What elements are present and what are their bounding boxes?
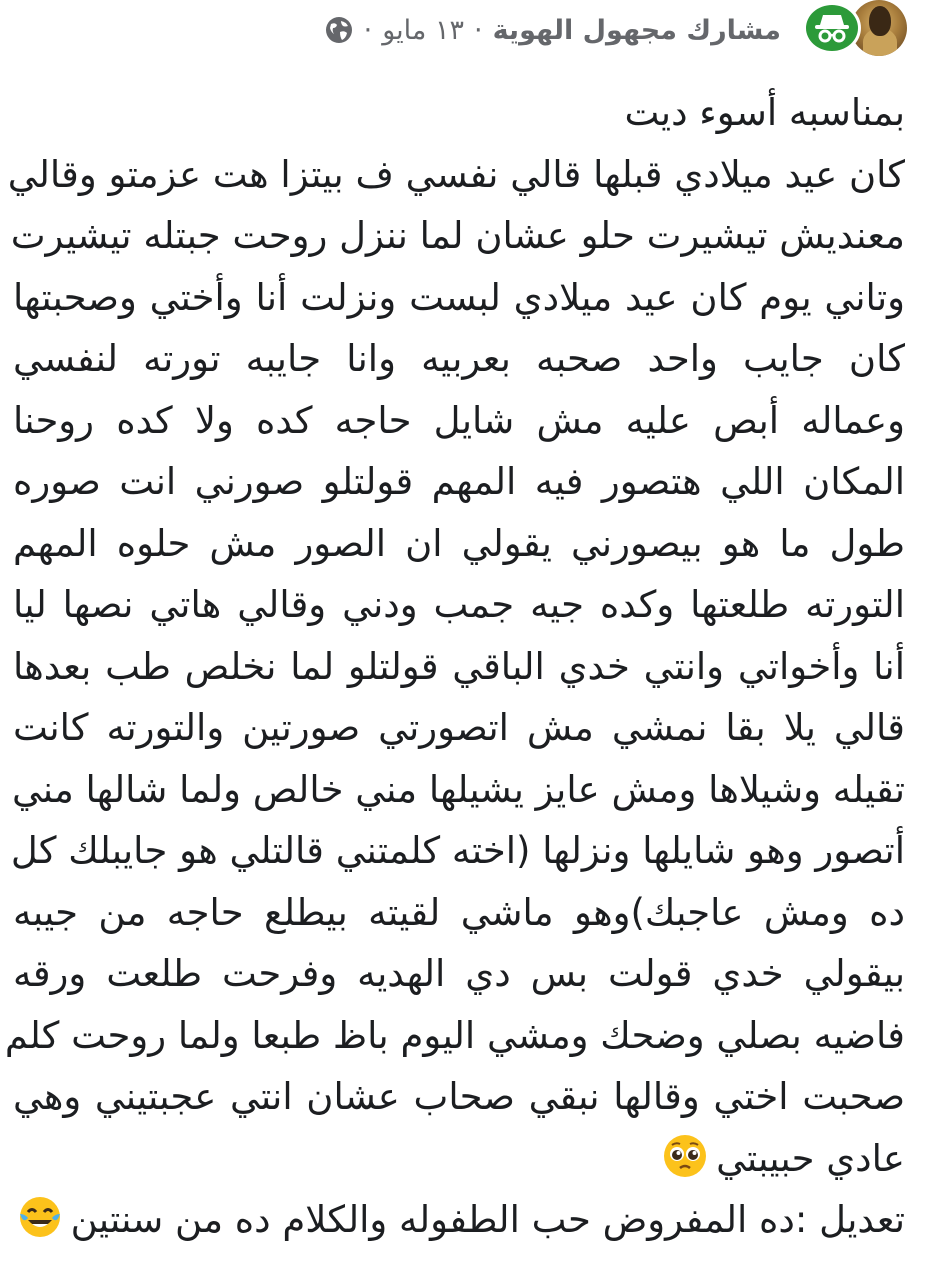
post-line: فاضيه بصلي وضحك ومشي اليوم باظ طبعا ولما روحت كلم: [4, 1013, 905, 1057]
meta-separator: ·: [473, 14, 483, 46]
post-line: كان جايب واحد صحبه بعربيه وانا جايبه تورته لنفسي: [13, 337, 905, 380]
post-line-with-emoji: [13, 1189, 905, 1251]
tears-of-joy-emoji: [17, 1194, 63, 1240]
post-line: ده ومش عاجبك)وهو ماشي لقيته بيطلع حاجه من جيبه: [13, 890, 905, 934]
globe-icon[interactable]: [324, 15, 354, 45]
post-date[interactable]: ١٣ مايو: [382, 14, 464, 46]
post-line: كان عيد ميلادي قبلها قالي نفسي ف بيتزا هت عزمتو وقالي: [7, 152, 905, 196]
author-avatar-group[interactable]: [799, 0, 907, 56]
post-line: وتاني يوم كان عيد ميلادي لبست ونزلت أنا وأختي وصحبتها: [13, 275, 905, 319]
anonymous-participant-icon[interactable]: [803, 2, 861, 54]
post-line: عادي حبيبتي: [716, 1136, 905, 1180]
post-line: أنا وأخواتي وانتي خدي الباقي قولتلو لما نخلص طب بعدها: [13, 644, 905, 688]
post-body: [4, 82, 905, 1251]
post-line: التورته طلعتها وكده جيه جمب ودني وقالي هاتي نصها ليا: [13, 583, 905, 626]
post-line: تعديل :ده المفروض حب الطفوله والكلام ده من سنتين: [70, 1198, 905, 1241]
post-line: المكان اللي هتصور فيه المهم قولتلو صورني انت صوره: [13, 460, 905, 503]
post-line: أتصور وهو شايلها ونزلها (اخته كلمتني قالتلي هو جايبلك كل: [10, 829, 905, 872]
post-line: صحبت اختي وقالها نبقي صحاب عشان انتي عجبتيني وهي: [13, 1075, 905, 1118]
post-line: قالي يلا بقا نمشي مش اتصورتي صورتين والتورته كانت: [13, 706, 905, 749]
post-line-with-emoji: [13, 1128, 905, 1190]
meta-separator-2: ·: [363, 14, 373, 46]
post-line: معنديش تيشيرت حلو عشان لما ننزل روحت جبتله تيشيرت: [10, 214, 905, 257]
post-line: طول ما هو بيصورني يقولي ان الصور مش حلوه المهم: [13, 521, 905, 565]
post-line: بمناسبه أسوء ديت: [624, 91, 905, 134]
post-line: وعماله أبص عليه مش شايل حاجه كده ولا كده روحنا: [13, 398, 905, 442]
post-line: تقيله وشيلاها ومش عايز يشيلها مني خالص ولما شالها مني: [11, 767, 905, 811]
author-name[interactable]: مشارك مجهول الهوية: [492, 14, 781, 46]
post-line: بيقولي خدي قولت بس دي الهديه وفرحت طلعت ورقه: [13, 952, 905, 995]
pleading-face-emoji: [662, 1133, 708, 1179]
post-meta: [324, 10, 781, 50]
post-header: [0, 0, 933, 60]
